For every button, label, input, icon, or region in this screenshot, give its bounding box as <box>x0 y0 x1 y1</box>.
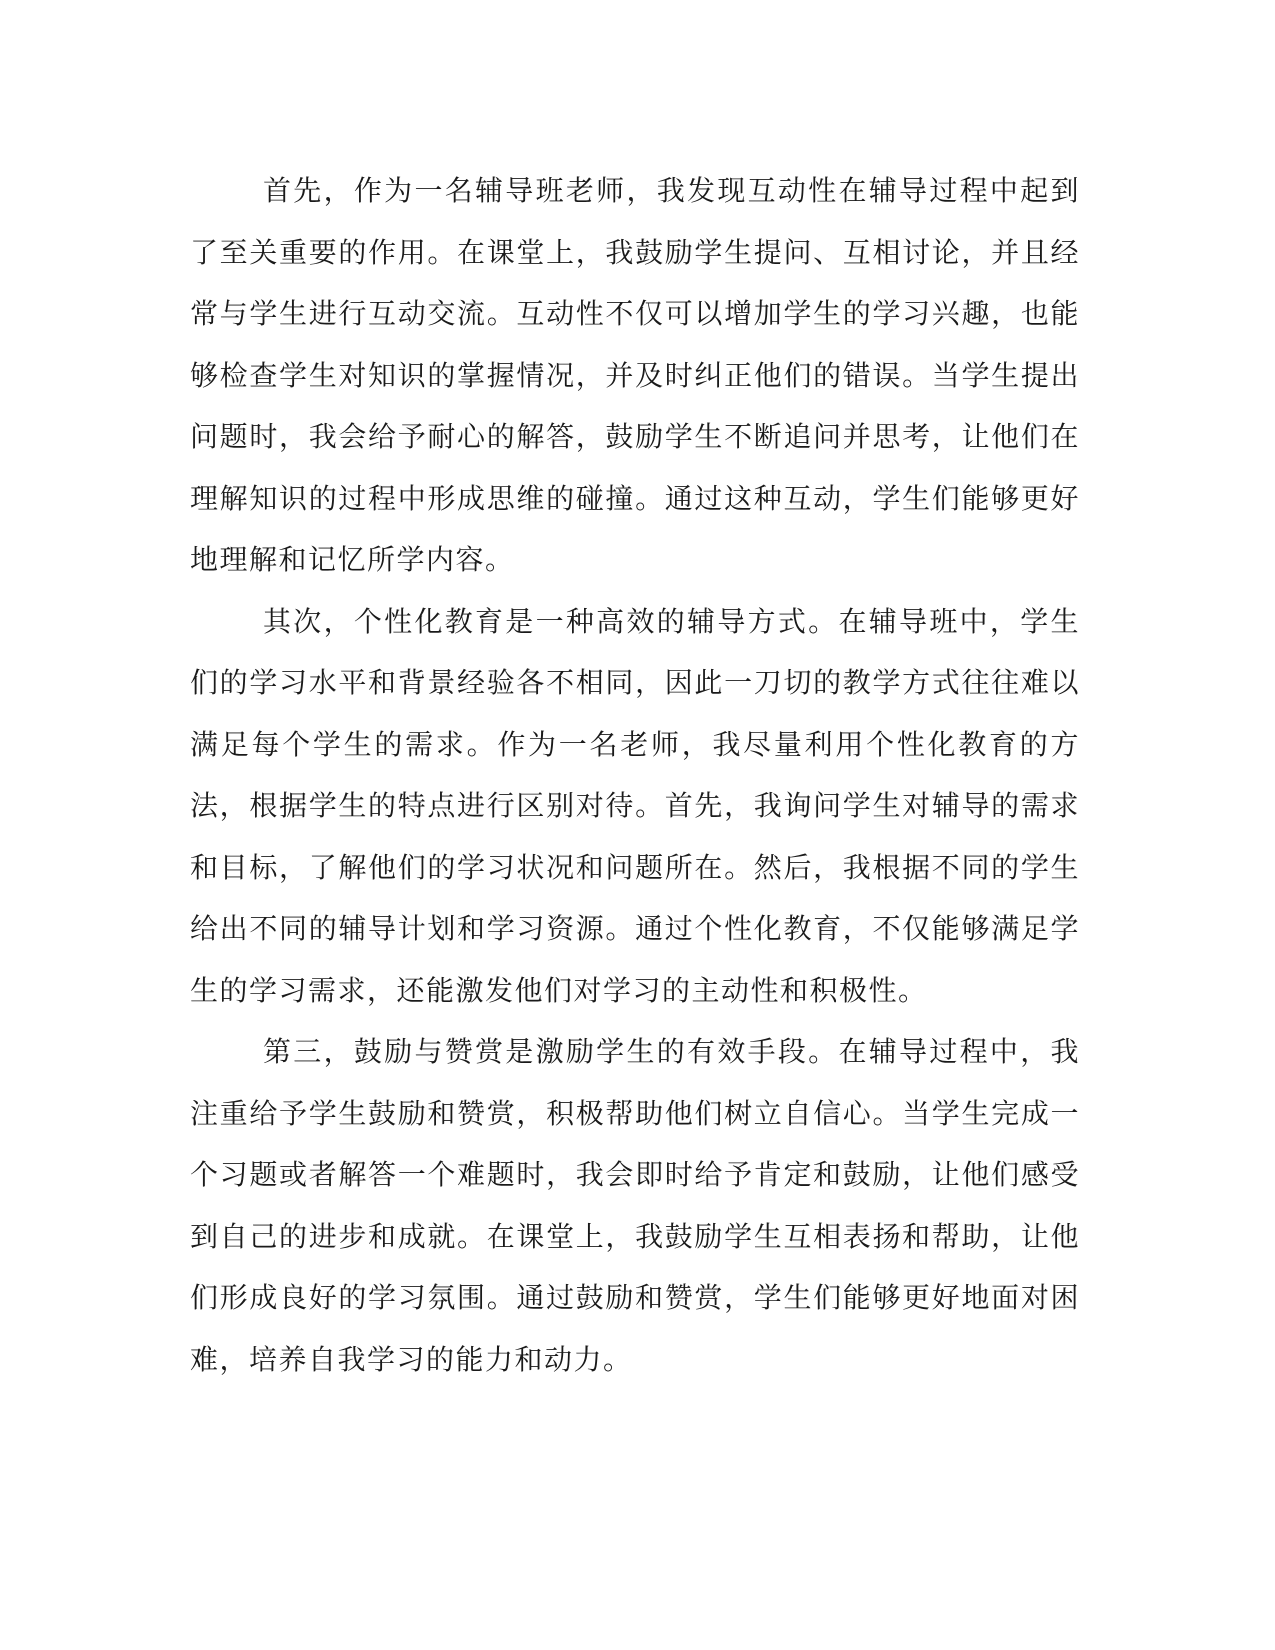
paragraph-personalized-education: 其次，个性化教育是一种高效的辅导方式。在辅导班中，学生们的学习水平和背景经验各不相同，因此一刀切的教学方式往往难以满足每个学生的需求。作为一名老师，我尽量利用个性化教育的方法，根据学生的特点进行区别对待。首先，我询问学生对辅导的需求和目标，了解他们的学习状况和问题所在。然后，我根据不同的学生给出不同的辅导计划和学习资源。通过个性化教育，不仅能够满足学生的学习需求，还能激发他们对学习的主动性和积极性。 <box>190 604 1080 1007</box>
paragraph-encouragement: 第三，鼓励与赞赏是激励学生的有效手段。在辅导过程中，我注重给予学生鼓励和赞赏，积极帮助他们树立自信心。当学生完成一个习题或者解答一个难题时，我会即时给予肯定和鼓励，让他们感受到自己的进步和成就。在课堂上，我鼓励学生互相表扬和帮助，让他们形成良好的学习氛围。通过鼓励和赞赏，学生们能够更好地面对困难，培养自我学习的能力和动力。 <box>190 1035 1080 1376</box>
body-text <box>190 160 1080 1390</box>
paragraph-interaction: 首先，作为一名辅导班老师，我发现互动性在辅导过程中起到了至关重要的作用。在课堂上，我鼓励学生提问、互相讨论，并且经常与学生进行互动交流。互动性不仅可以增加学生的学习兴趣，也能够检查学生对知识的掌握情况，并及时纠正他们的错误。当学生提出问题时，我会给予耐心的解答，鼓励学生不断追问并思考，让他们在理解知识的过程中形成思维的碰撞。通过这种互动，学生们能够更好地理解和记忆所学内容。 <box>190 174 1080 576</box>
